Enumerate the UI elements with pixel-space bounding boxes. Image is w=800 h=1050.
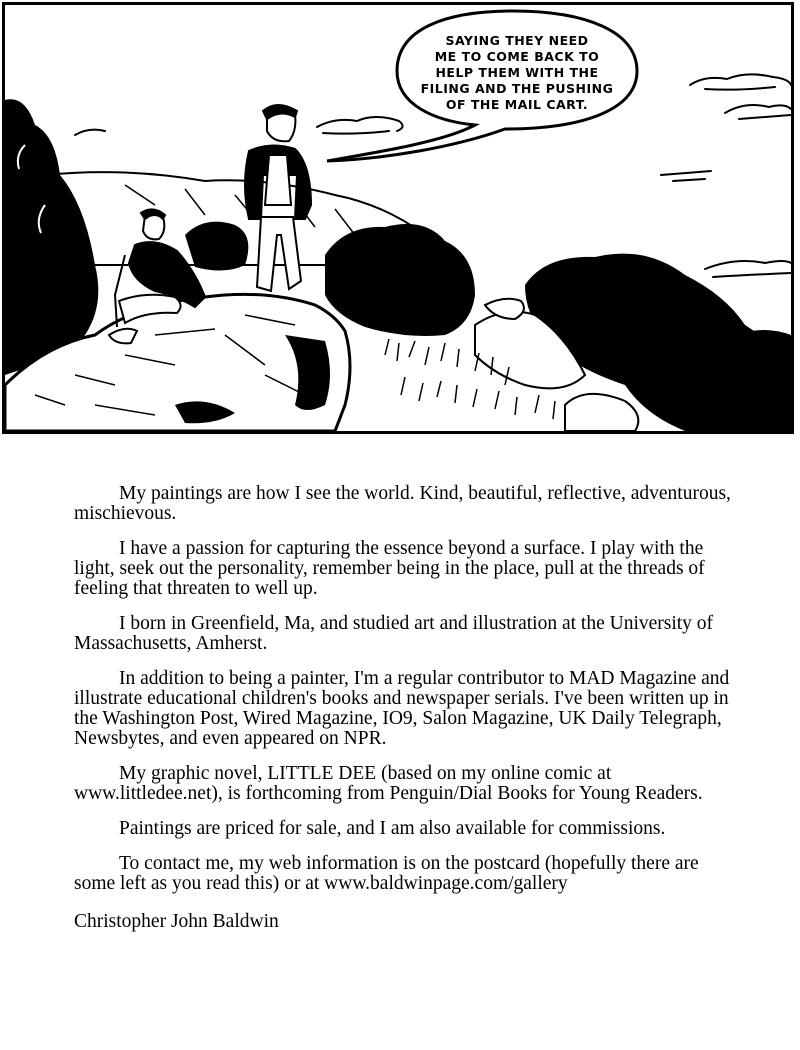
bio-paragraph: In addition to being a painter, I'm a regular contributor to MAD Magazine and illustrate educational children's books and newspaper serials. I've been written up in the Washington Post, Wired Magazine, IO9, Salon Magazine, UK Daily Telegraph, Newsbytes, and even appeared on NPR. (74, 668, 730, 749)
left-trees (5, 99, 98, 375)
bubble-line: HELP THEM WITH THE (435, 65, 599, 80)
artist-bio (74, 484, 734, 947)
signature: Christopher John Baldwin (74, 911, 279, 932)
bio-paragraph: My paintings are how I see the world. Kind, beautiful, reflective, adventurous, mischievous. (74, 483, 731, 524)
speech-bubble-text (405, 33, 629, 113)
bio-paragraph: I born in Greenfield, Ma, and studied art and illustration at the University of Massachusetts, Amherst. (74, 613, 714, 654)
bio-paragraph: Paintings are priced for sale, and I am also available for commissions. (119, 818, 666, 839)
bubble-line: ME TO COME BACK TO (434, 49, 600, 64)
bio-paragraph: My graphic novel, LITTLE DEE (based on my online comic at www.littledee.net), is forthcoming from Penguin/Dial Books for Young Readers. (74, 763, 703, 804)
comic-panel (2, 2, 794, 434)
bio-paragraph: To contact me, my web information is on the postcard (hopefully there are some left as you read this) or at www.baldwinpage.com/gallery (74, 853, 699, 894)
comic-illustration (5, 5, 791, 431)
bubble-line: SAYING THEY NEED (445, 33, 589, 48)
bio-paragraph: I have a passion for capturing the essence beyond a surface. I play with the light, seek out the personality, remember being in the place, pull at the threads of feeling that threaten to well up. (74, 538, 705, 599)
bubble-line: OF THE MAIL CART. (445, 97, 589, 112)
bubble-line: FILING AND THE PUSHING (420, 81, 614, 96)
